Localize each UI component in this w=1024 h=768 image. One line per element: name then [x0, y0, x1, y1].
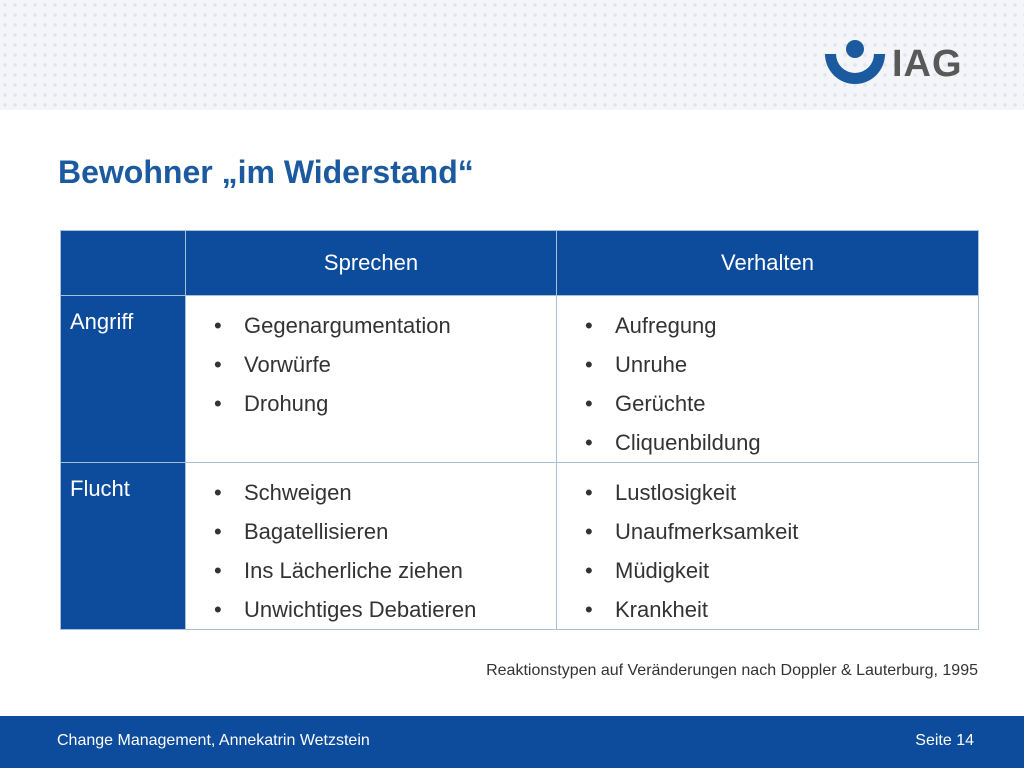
list-item: • Gegenargumentation — [214, 306, 556, 345]
header-corner-cell — [61, 231, 186, 296]
list-item: • Vorwürfe — [214, 345, 556, 384]
list-item: • Cliquenbildung — [585, 423, 978, 462]
list-item: • Gerüchte — [585, 384, 978, 423]
table-header-row — [61, 231, 979, 296]
cell-angriff-verhalten — [557, 296, 979, 463]
row-label-angriff: Angriff — [61, 296, 186, 463]
list-item: • Unaufmerksamkeit — [585, 512, 978, 551]
list-item: • Schweigen — [214, 473, 556, 512]
header-sprechen: Sprechen — [186, 231, 557, 296]
footer-author: Change Management, Annekatrin Wetzstein — [57, 732, 370, 749]
list-item: • Aufregung — [585, 306, 978, 345]
list-item: • Müdigkeit — [585, 551, 978, 590]
list-item: • Drohung — [214, 384, 556, 423]
row-label-flucht: Flucht — [61, 463, 186, 630]
iag-logo — [822, 38, 972, 88]
cell-flucht-verhalten — [557, 463, 979, 630]
list-item: • Krankheit — [585, 590, 978, 629]
table-row-flucht — [61, 463, 979, 630]
header-verhalten: Verhalten — [557, 231, 979, 296]
source-citation: Reaktionstypen auf Veränderungen nach Doppler & Lauterburg, 1995 — [486, 662, 978, 679]
list-item: • Unwichtiges Debatieren — [214, 590, 556, 629]
page-number: Seite 14 — [915, 732, 974, 749]
cell-flucht-sprechen — [186, 463, 557, 630]
logo-text: IAG — [892, 43, 963, 85]
table-row-angriff — [61, 296, 979, 463]
footer-bar — [0, 716, 1024, 768]
cell-angriff-sprechen — [186, 296, 557, 463]
page-title: Bewohner „im Widerstand“ — [58, 154, 474, 190]
list-item: • Ins Lächerliche ziehen — [214, 551, 556, 590]
reaction-types-table — [60, 230, 979, 630]
iag-emblem-icon — [822, 38, 888, 88]
list-item: • Unruhe — [585, 345, 978, 384]
list-item: • Lustlosigkeit — [585, 473, 978, 512]
list-item: • Bagatellisieren — [214, 512, 556, 551]
